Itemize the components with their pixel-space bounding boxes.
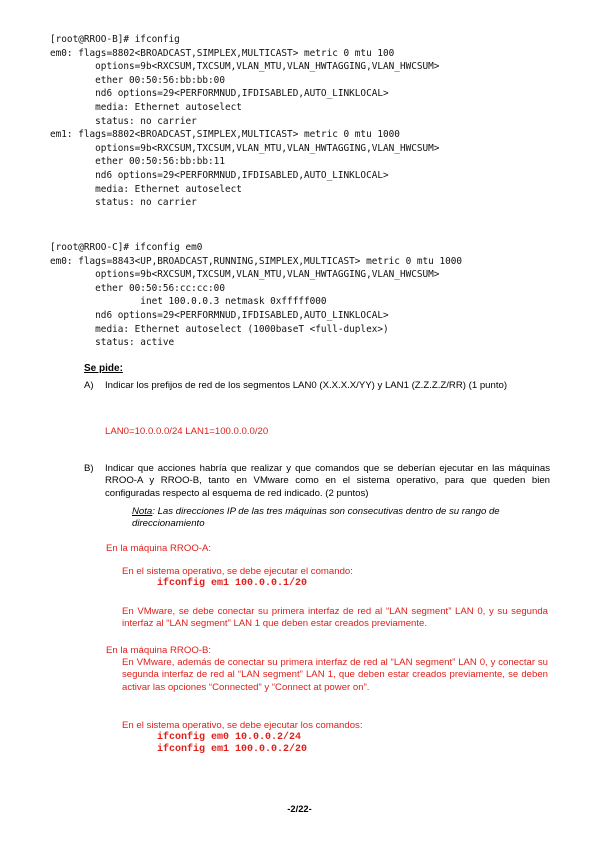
rroo-a-command: ifconfig em1 100.0.0.1/20 xyxy=(157,578,308,589)
terminal-b-line: media: Ethernet autoselect xyxy=(50,183,242,195)
terminal-output-rroo-c xyxy=(50,241,462,350)
terminal-c-line: em0: flags=8843<UP,BROADCAST,RUNNING,SIMPLEX,MULTICAST> metric 0 mtu 1000 xyxy=(50,255,463,267)
rroo-b-heading: En la máquina RROO-B: xyxy=(106,645,212,656)
section-heading: Se pide: xyxy=(84,363,123,374)
rroo-a-vmware-text: En VMware, se debe conectar su primera interfaz de red al “LAN segment” LAN 0, y su segunda interfaz al “LAN segment” LAN 1 que deben estar creados previamente. xyxy=(122,606,548,630)
rroo-b-vmware-text: En VMware, además de conectar su primera interfaz de red al “LAN segment” LAN 0, y conectar su segunda interfaz de red al “LAN segment” LAN 1, que deben estar creados previamente, se deben activar las opciones “Connected” y “Connect at power on”. xyxy=(122,657,548,693)
terminal-c-line: status: active xyxy=(50,337,175,349)
terminal-c-line: inet 100.0.0.3 netmask 0xfffff000 xyxy=(50,296,327,308)
question-a-answer: LAN0=10.0.0.0/24 LAN1=100.0.0.0/20 xyxy=(105,426,269,437)
terminal-b-line: nd6 options=29<PERFORMNUD,IFDISABLED,AUTO_LINKLOCAL> xyxy=(50,88,389,100)
note-text: : Las direcciones IP de las tres máquinas son consecutivas dentro de su rango de direccionamiento xyxy=(132,506,500,530)
question-a-text: Indicar los prefijos de red de los segmentos LAN0 (X.X.X.X/YY) y LAN1 (Z.Z.Z.Z/RR) (1 punto) xyxy=(105,380,508,391)
question-b-label: B) xyxy=(84,463,94,474)
note-label: Nota xyxy=(132,506,153,517)
terminal-c-line: media: Ethernet autoselect (1000baseT <full-duplex>) xyxy=(50,323,389,335)
terminal-b-line: em0: flags=8802<BROADCAST,SIMPLEX,MULTICAST> metric 0 mtu 100 xyxy=(50,47,395,59)
page-number: -2/22- xyxy=(287,803,312,814)
terminal-c-line: options=9b<RXCSUM,TXCSUM,VLAN_MTU,VLAN_HWTAGGING,VLAN_HWCSUM> xyxy=(50,269,440,281)
rroo-a-heading: En la máquina RROO-A: xyxy=(106,543,212,554)
rroo-b-command-1: ifconfig em0 10.0.0.2/24 xyxy=(157,732,302,743)
terminal-c-line: [root@RROO-C]# ifconfig em0 xyxy=(50,242,203,253)
terminal-b-line: ether 00:50:56:bb:bb:11 xyxy=(50,156,225,168)
rroo-b-os-text: En el sistema operativo, se debe ejecutar los comandos: xyxy=(122,720,363,731)
terminal-c-line: ether 00:50:56:cc:cc:00 xyxy=(50,282,225,294)
terminal-b-line: media: Ethernet autoselect xyxy=(50,101,242,113)
rroo-b-command-2: ifconfig em1 100.0.0.2/20 xyxy=(157,744,308,755)
question-b-text: Indicar que acciones habría que realizar y que comandos que se deberían ejecutar en las máquinas RROO-A y RROO-B, tanto en VMware como en el sistema operativo, para que queden bien configuradas respecto al esquema de red indicado. (2 puntos) xyxy=(105,463,550,499)
rroo-a-os-text: En el sistema operativo, se debe ejecutar el comando: xyxy=(122,566,353,577)
terminal-b-line: em1: flags=8802<BROADCAST,SIMPLEX,MULTICAST> metric 0 mtu 1000 xyxy=(50,129,400,141)
terminal-b-line: ether 00:50:56:bb:bb:00 xyxy=(50,74,225,86)
question-a-label: A) xyxy=(84,380,94,391)
terminal-b-line: options=9b<RXCSUM,TXCSUM,VLAN_MTU,VLAN_HWTAGGING,VLAN_HWCSUM> xyxy=(50,61,440,73)
terminal-b-line: [root@RROO-B]# ifconfig xyxy=(50,34,180,45)
terminal-b-line: status: no carrier xyxy=(50,115,197,127)
terminal-b-line: status: no carrier xyxy=(50,197,197,209)
note xyxy=(132,506,550,531)
terminal-b-line: options=9b<RXCSUM,TXCSUM,VLAN_MTU,VLAN_HWTAGGING,VLAN_HWCSUM> xyxy=(50,142,440,154)
terminal-output-rroo-b xyxy=(50,33,439,210)
terminal-c-line: nd6 options=29<PERFORMNUD,IFDISABLED,AUTO_LINKLOCAL> xyxy=(50,309,389,321)
terminal-b-line: nd6 options=29<PERFORMNUD,IFDISABLED,AUTO_LINKLOCAL> xyxy=(50,169,389,181)
